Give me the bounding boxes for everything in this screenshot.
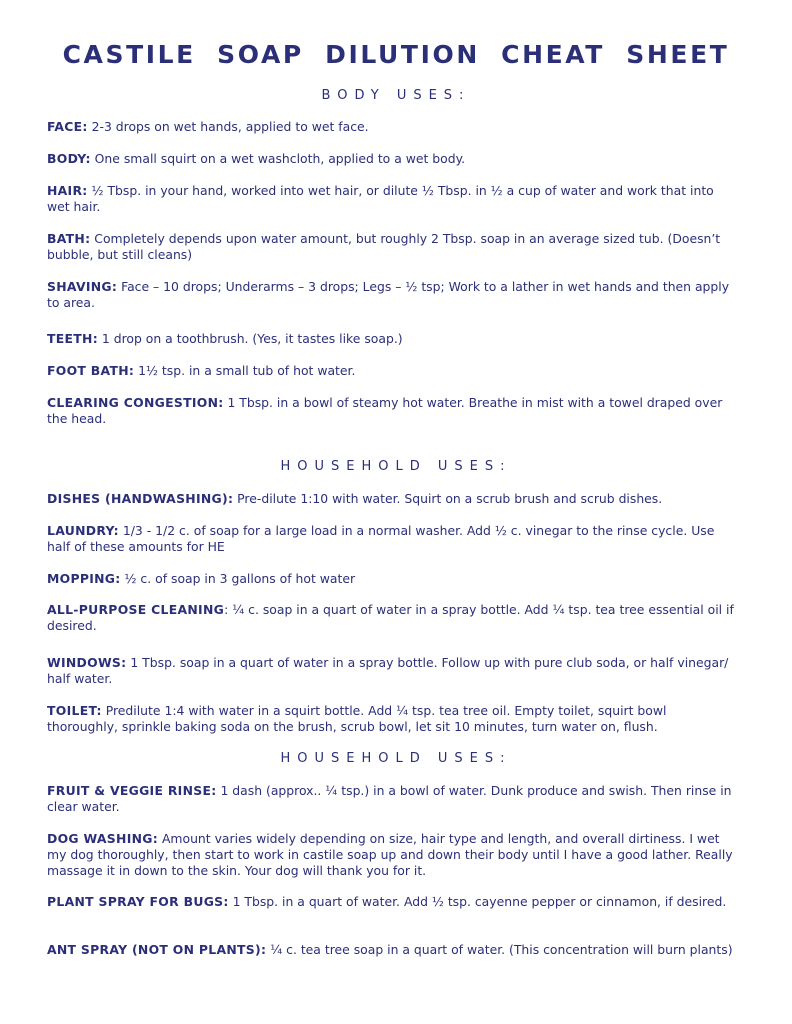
entry-text: 1 Tbsp. in a bowl of steamy hot water. Breathe in mist with a towel draped over the head. — [47, 395, 723, 426]
entry-body — [47, 151, 739, 167]
entry-text: Pre-dilute 1:10 with water. Squirt on a scrub brush and scrub dishes. — [233, 491, 663, 506]
entry-teeth — [47, 331, 739, 347]
entry-label: TEETH: — [47, 331, 98, 346]
entry-text: ½ c. of soap in 3 gallons of hot water — [120, 571, 356, 586]
entry-text: 1/3 - 1/2 c. of soap for a large load in a normal washer. Add ½ c. vinegar to the rinse cycle. Use half of these amounts for HE — [47, 523, 715, 554]
entry-label: DOG WASHING: — [47, 831, 159, 846]
entry-windows — [47, 655, 739, 687]
entry-label: PLANT SPRAY FOR BUGS: — [47, 894, 229, 909]
entry-label: FRUIT & VEGGIE RINSE: — [47, 783, 217, 798]
entry-label: MOPPING: — [47, 571, 121, 586]
entry-text: Predilute 1:4 with water in a squirt bottle. Add ¼ tsp. tea tree oil. Empty toilet, squirt bowl thoroughly, sprinkle baking soda on the brush, scrub bowl, let sit 10 minutes, turn water on, flush. — [47, 703, 667, 734]
entry-laundry — [47, 523, 739, 555]
entry-text: Completely depends upon water amount, but roughly 2 Tbsp. soap in an average sized tub. (Doesn’t bubble, but still cleans) — [47, 231, 721, 262]
entry-shaving — [47, 279, 739, 311]
entry-dishes — [47, 491, 739, 507]
entry-text: Amount varies widely depending on size, hair type and length, and overall dirtiness. I wet my dog thoroughly, then start to work in castile soap up and down their body until I have a good lather. Really massage it in down to the skin. Your dog will thank you for it. — [47, 831, 733, 878]
entry-all-purpose-cleaning — [47, 602, 739, 634]
entry-label: BATH: — [47, 231, 91, 246]
entry-text: 1 Tbsp. soap in a quart of water in a spray bottle. Follow up with pure club soda, or half vinegar/ half water. — [47, 655, 729, 686]
section-heading-body-uses: BODY USES: — [321, 88, 471, 103]
entry-text: 1 drop on a toothbrush. (Yes, it tastes like soap.) — [97, 331, 403, 346]
entry-toilet — [47, 703, 739, 735]
entry-label: SHAVING: — [47, 279, 118, 294]
entry-mopping — [47, 571, 739, 587]
entry-bath — [47, 231, 739, 263]
page-title: CASTILE SOAP DILUTION CHEAT SHEET — [62, 40, 730, 69]
entry-label: LAUNDRY: — [47, 523, 119, 538]
entry-label: CLEARING CONGESTION: — [47, 395, 224, 410]
entry-text: One small squirt on a wet washcloth, applied to a wet body. — [90, 151, 466, 166]
entry-label: ANT SPRAY (NOT ON PLANTS): — [47, 942, 267, 957]
entry-text: Face – 10 drops; Underarms – 3 drops; Legs – ½ tsp; Work to a lather in wet hands and then apply to area. — [47, 279, 730, 310]
entry-text: 1 Tbsp. in a quart of water. Add ½ tsp. cayenne pepper or cinnamon, if desired. — [228, 894, 727, 909]
entry-text: : ¼ c. soap in a quart of water in a spray bottle. Add ¼ tsp. tea tree essential oil if desired. — [47, 602, 734, 633]
entry-label: ALL-PURPOSE CLEANING — [47, 602, 225, 617]
entry-text: 1½ tsp. in a small tub of hot water. — [134, 363, 356, 378]
entry-label: TOILET: — [47, 703, 102, 718]
entry-ant-spray — [47, 942, 739, 958]
entry-plant-spray — [47, 894, 739, 910]
entry-text: ½ Tbsp. in your hand, worked into wet hair, or dilute ½ Tbsp. in ½ a cup of water and work that into wet hair. — [47, 183, 714, 214]
entry-label: FACE: — [47, 119, 88, 134]
entry-label: DISHES (HANDWASHING): — [47, 491, 234, 506]
entry-text: 1 dash (approx.. ¼ tsp.) in a bowl of water. Dunk produce and swish. Then rinse in clear water. — [47, 783, 732, 814]
section-heading-household-uses-2: HOUSEHOLD USES: — [280, 751, 512, 766]
entry-text: ¼ c. tea tree soap in a quart of water. (This concentration will burn plants) — [266, 942, 733, 957]
entry-label: HAIR: — [47, 183, 88, 198]
entry-foot-bath — [47, 363, 739, 379]
entry-face — [47, 119, 739, 135]
entry-text: 2-3 drops on wet hands, applied to wet face. — [87, 119, 369, 134]
entry-fruit-veggie-rinse — [47, 783, 739, 815]
section-heading-household-uses: HOUSEHOLD USES: — [280, 459, 512, 474]
entry-clearing-congestion — [47, 395, 739, 427]
entry-label: FOOT BATH: — [47, 363, 135, 378]
entry-label: WINDOWS: — [47, 655, 127, 670]
entry-label: BODY: — [47, 151, 91, 166]
entry-hair — [47, 183, 739, 215]
entry-dog-washing — [47, 831, 739, 879]
